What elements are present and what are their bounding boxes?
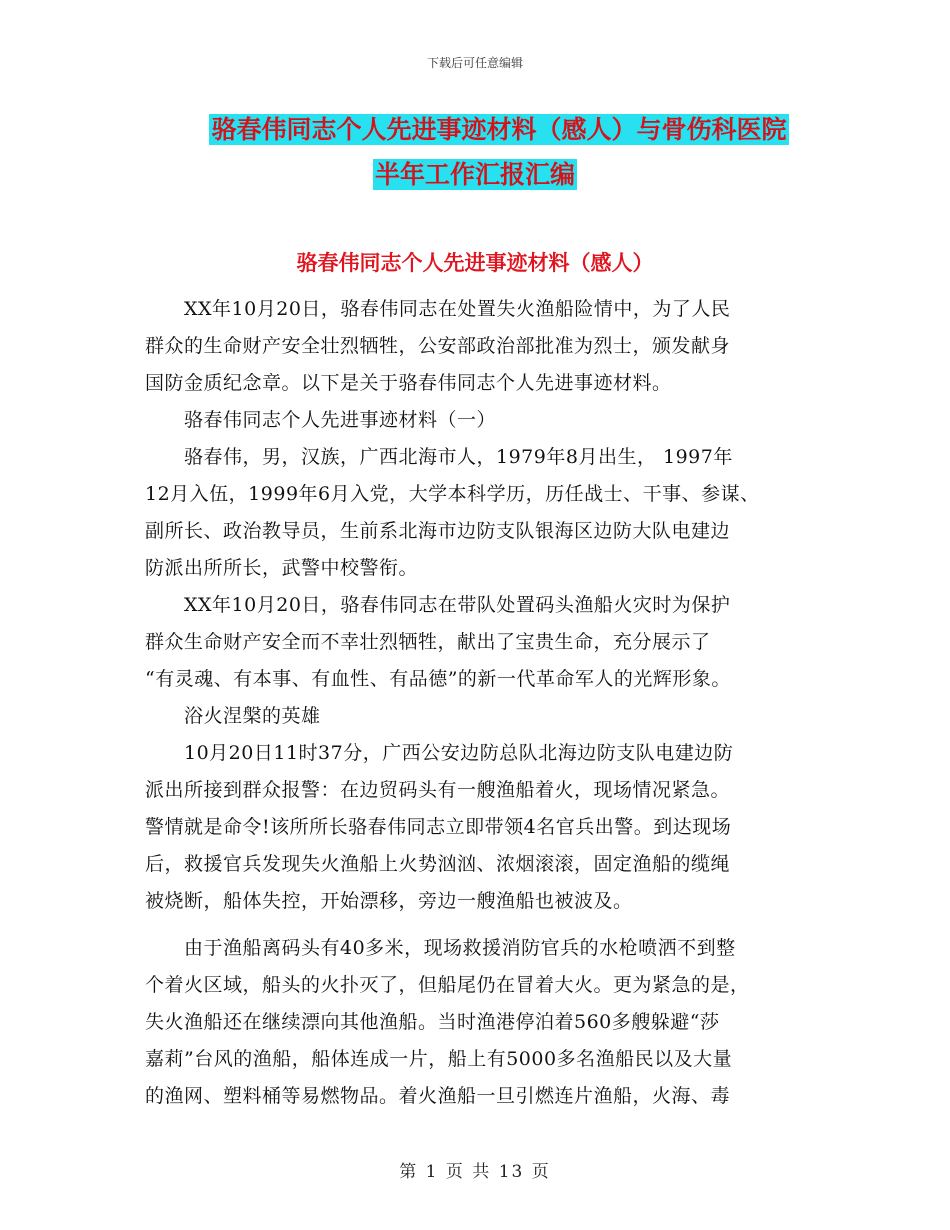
text-line: XX年10月20日，骆春伟同志在带队处置码头渔船火灾时为保护 bbox=[145, 594, 731, 616]
header-note: 下载后可任意编辑 bbox=[426, 56, 523, 70]
text-line: 10月20日11时37分，广西公安边防总队北海边防支队电建边防 bbox=[145, 742, 734, 764]
text-line: 派出所接到群众报警：在边贸码头有一艘渔船着火，现场情况紧急。 bbox=[145, 779, 731, 801]
text-line: 嘉莉”台风的渔船，船体连成一片，船上有5000多名渔船民以及大量 bbox=[145, 1048, 733, 1070]
text-line: 失火渔船还在继续漂向其他渔船。当时渔港停泊着560多艘躲避“莎 bbox=[145, 1011, 720, 1033]
text-line: 骆春伟，男，汉族，广西北海市人，1979年8月出生， 1997年 bbox=[145, 446, 733, 468]
text-line: 后，救援官兵发现失火渔船上火势汹汹、浓烟滚滚，固定渔船的缆绳 bbox=[145, 853, 731, 875]
text-line: 被烧断，船体失控，开始漂移，旁边一艘渔船也被波及。 bbox=[145, 890, 633, 912]
text-line: 浴火涅槃的英雄 bbox=[145, 705, 321, 727]
text-line: 群众的生命财产安全壮烈牺牲，公安部政治部批准为烈士，颁发献身 bbox=[145, 335, 731, 357]
section-title: 骆春伟同志个人先进事迹材料（感人） bbox=[296, 251, 654, 275]
document-title-line-1 bbox=[24, 113, 950, 147]
body-text bbox=[145, 291, 825, 1115]
page-footer: 第 1 页 共 13 页 bbox=[399, 1162, 551, 1182]
title-line-2-text: 半年工作汇报汇编 bbox=[374, 160, 575, 189]
text-line: “有灵魂、有本事、有血性、有品德”的新一代革命军人的光辉形象。 bbox=[145, 668, 731, 690]
text-line: 个着火区域，船头的火扑灭了，但船尾仍在冒着大火。更为紧急的是， bbox=[145, 974, 750, 996]
text-line: 防派出所所长，武警中校警衔。 bbox=[145, 557, 419, 579]
text-line: 群众生命财产安全而不幸壮烈牺牲，献出了宝贵生命，充分展示了 bbox=[145, 631, 711, 653]
text-line: 由于渔船离码头有40多米，现场救援消防官兵的水枪喷洒不到整 bbox=[145, 937, 736, 959]
text-line: 的渔网、塑料桶等易燃物品。着火渔船一旦引燃连片渔船，火海、毒 bbox=[145, 1085, 731, 1107]
text-line: 骆春伟同志个人先进事迹材料（一） bbox=[145, 409, 497, 431]
text-line: 国防金质纪念章。以下是关于骆春伟同志个人先进事迹材料。 bbox=[145, 372, 672, 394]
text-line: 12月入伍，1999年6月入党，大学本科学历，历任战士、干事、参谋、 bbox=[145, 483, 760, 505]
document-title-line-2 bbox=[0, 158, 950, 192]
text-line: 警情就是命令!该所所长骆春伟同志立即带领4名官兵出警。到达现场 bbox=[145, 816, 732, 838]
title-line-1-text: 骆春伟同志个人先进事迹材料（感人）与骨伤科医院 bbox=[211, 115, 787, 144]
text-line: 副所长、政治教导员，生前系北海市边防支队银海区边防大队电建边 bbox=[145, 520, 731, 542]
text-line: XX年10月20日，骆春伟同志在处置失火渔船险情中，为了人民 bbox=[145, 298, 731, 320]
